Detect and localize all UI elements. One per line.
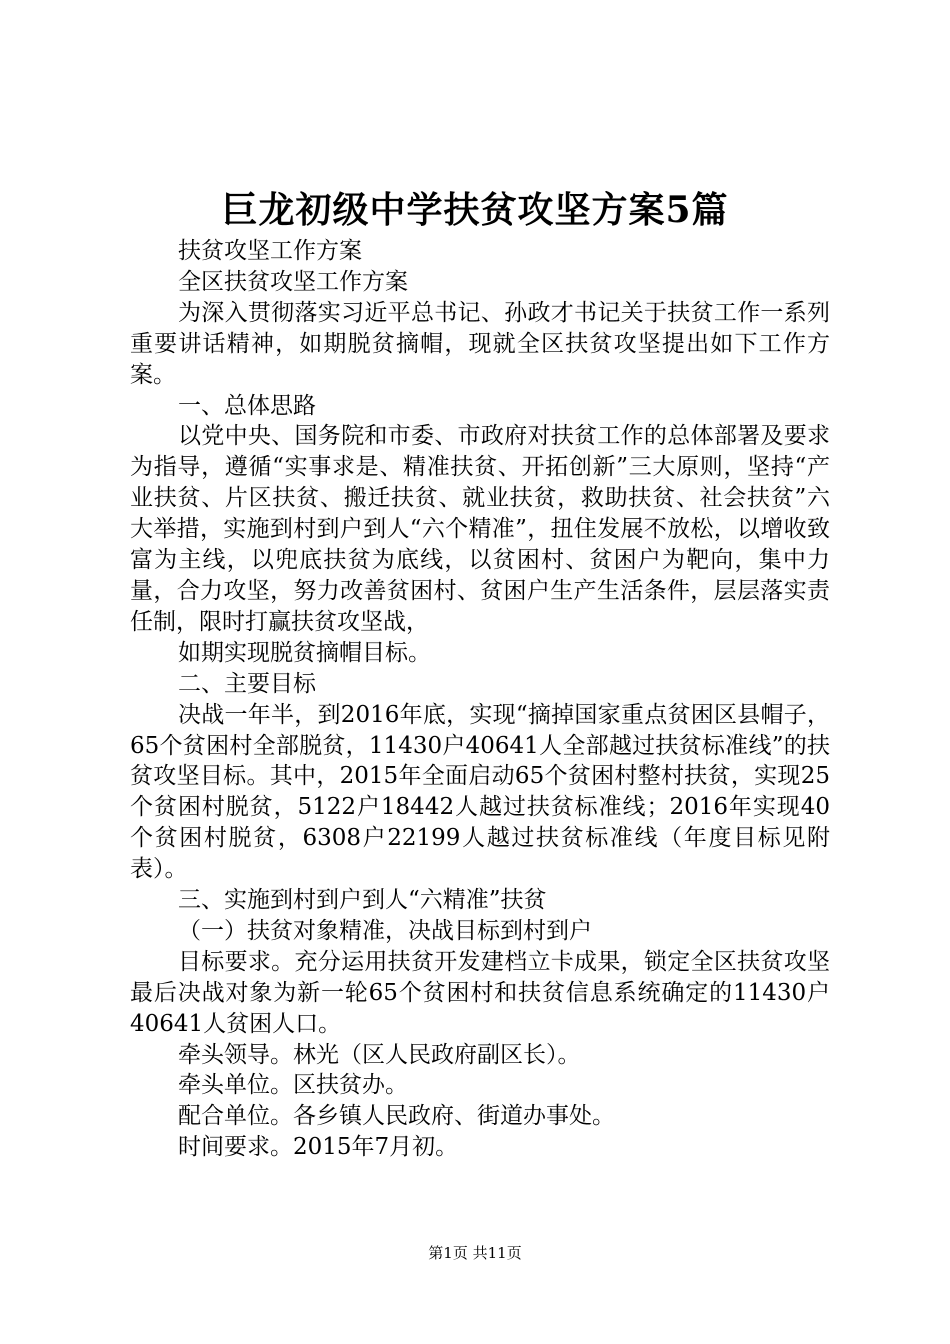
paragraph-11: 目标要求。充分运用扶贫开发建档立卡成果，锁定全区扶贫攻坚最后决战对象为新一轮65个贫困村和扶贫信息系统确定的11430户40641人贫困人口。 <box>130 948 830 1037</box>
paragraph-1: 扶贫攻坚工作方案 <box>178 238 362 264</box>
paragraph-5: 以党中央、国务院和市委、市政府对扶贫工作的总体部署及要求为指导，遵循“实事求是、精准扶贫、开拓创新”三大原则，坚持“产业扶贫、片区扶贫、搬迁扶贫、就业扶贫，救助扶贫、社会扶贫”六大举措，实施到村到户到人“六个精准”，扭住发展不放松，以增收致富为主线，以兜底扶贫为底线，以贫困村、贫困户为靶向，集中力量，合力攻坚，努力改善贫困村、贫困户生产生活条件，层层落实责任制，限时打赢扶贫攻坚战， <box>130 423 830 635</box>
paragraph-2: 全区扶贫攻坚工作方案 <box>178 268 408 295</box>
paragraph-15: 时间要求。2015年7月初。 <box>178 1134 459 1161</box>
paragraph-13: 牵头单位。区扶贫办。 <box>178 1072 408 1099</box>
paragraph-8: 决战一年半，到2016年底，实现“摘掉国家重点贫困区县帽子，65个贫困村全部脱贫，11430户40641人全部越过扶贫标准线”的扶贫攻坚目标。其中，2015年全面启动65个贫困村整村扶贫，实现25个贫困村脱贫，5122户18442人越过扶贫标准线；2016年实现40个贫困村脱贫，6308户22199人越过扶贫标准线（年度目标见附表）。 <box>130 701 830 883</box>
section-heading-3: 三、实施到村到户到人“六精准”扶贫 <box>178 887 547 914</box>
section-heading-1: 一、总体思路 <box>178 392 316 419</box>
document-title: 巨龙初级中学扶贫攻坚方案5篇 <box>221 189 729 231</box>
paragraph-12: 牵头领导。林光（区人民政府副区长）。 <box>178 1041 581 1068</box>
page-footer: 第1页 共11页 <box>428 1244 522 1262</box>
paragraph-3: 为深入贯彻落实习近平总书记、孙政才书记关于扶贫工作一系列重要讲话精神，如期脱贫摘帽，现就全区扶贫攻坚提出如下工作方案。 <box>130 299 830 388</box>
subsection-heading-1: （一）扶贫对象精准，决战目标到村到户 <box>178 917 592 944</box>
paragraph-14: 配合单位。各乡镇人民政府、街道办事处。 <box>178 1103 615 1130</box>
document-body <box>130 236 830 1163</box>
paragraph-6: 如期实现脱贫摘帽目标。 <box>178 639 431 666</box>
section-heading-2: 二、主要目标 <box>178 670 316 697</box>
